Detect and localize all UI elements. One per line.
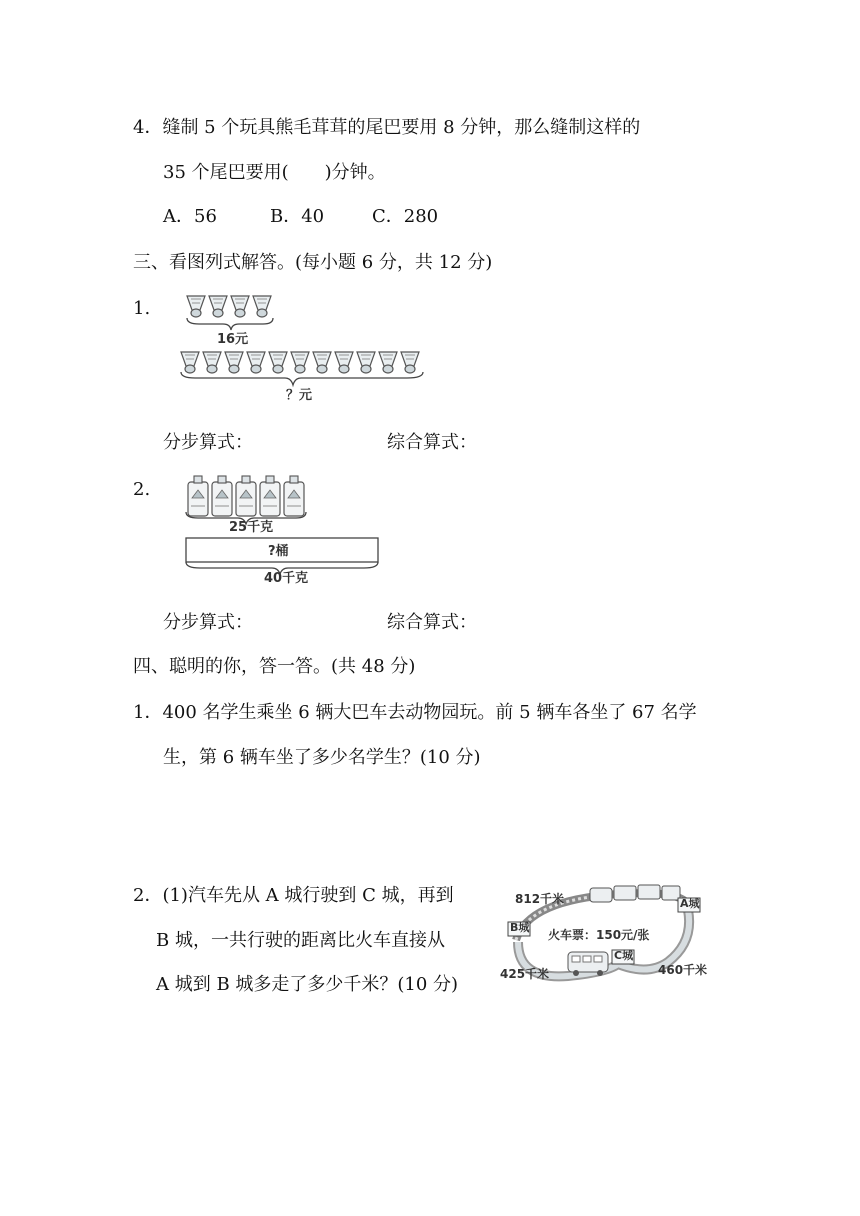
map-city-a: A城 bbox=[680, 897, 700, 910]
q4-option-b: B．40 bbox=[270, 206, 325, 227]
p2-label-top: 25千克 bbox=[229, 520, 274, 535]
s4-q2-line2: B 城，一共行驶的距离比火车直接从 bbox=[156, 930, 445, 951]
s4-q2-line1: 2．(1)汽车先从 A 城行驶到 C 城，再到 bbox=[133, 885, 454, 906]
p2-number: 2. bbox=[133, 479, 151, 500]
bus-icon bbox=[568, 952, 608, 976]
p1-number: 1. bbox=[133, 298, 151, 319]
shuttlecock-group-top bbox=[187, 296, 271, 317]
map-ticket-price: 火车票：150元/张 bbox=[548, 928, 650, 942]
map-dist-ac: 460千米 bbox=[658, 963, 708, 977]
q4-option-a: A．56 bbox=[163, 206, 217, 227]
map-dist-bc: 425千米 bbox=[500, 967, 550, 981]
map-city-c: C城 bbox=[614, 949, 634, 962]
bucket-figure bbox=[180, 472, 380, 582]
q4-text-line1: 缝制 5 个玩具熊毛茸茸的尾巴要用 8 分钟，那么缝制这样的 bbox=[162, 117, 641, 138]
q4-number: 4． bbox=[133, 117, 163, 138]
p2-step-label: 分步算式： bbox=[163, 612, 253, 633]
section3-title: 三、看图列式解答。(每小题 6 分，共 12 分) bbox=[133, 252, 493, 273]
train-icon bbox=[590, 885, 680, 902]
s4-q1-line1: 1．400 名学生乘坐 6 辆大巴车去动物园玩。前 5 辆车各坐了 67 名学 bbox=[133, 702, 697, 723]
bucket-group bbox=[188, 476, 304, 516]
p1-step-label: 分步算式： bbox=[163, 432, 253, 453]
map-train-distance: 812千米 bbox=[515, 892, 565, 906]
p1-label-bottom: ？元 bbox=[286, 388, 313, 403]
q4-line2: 35 个尾巴要用( )分钟。 bbox=[163, 162, 386, 183]
q4-option-c: C．280 bbox=[372, 206, 439, 227]
p1-label-top: 16元 bbox=[217, 332, 249, 347]
p1-combined-label: 综合算式： bbox=[387, 432, 477, 453]
p2-combined-label: 综合算式： bbox=[387, 612, 477, 633]
p2-bar-label: ?桶 bbox=[268, 544, 289, 559]
section4-title: 四、聪明的你，答一答。(共 48 分) bbox=[133, 656, 416, 677]
shuttlecock-group-bottom bbox=[181, 352, 419, 373]
s4-q2-line3: A 城到 B 城多走了多少千米？(10 分) bbox=[156, 974, 459, 995]
s4-q1-line2: 生，第 6 辆车坐了多少名学生？(10 分) bbox=[163, 747, 481, 768]
map-city-b: B城 bbox=[510, 921, 530, 934]
p2-label-bottom: 40千克 bbox=[264, 571, 309, 586]
q4-line1 bbox=[133, 116, 640, 140]
